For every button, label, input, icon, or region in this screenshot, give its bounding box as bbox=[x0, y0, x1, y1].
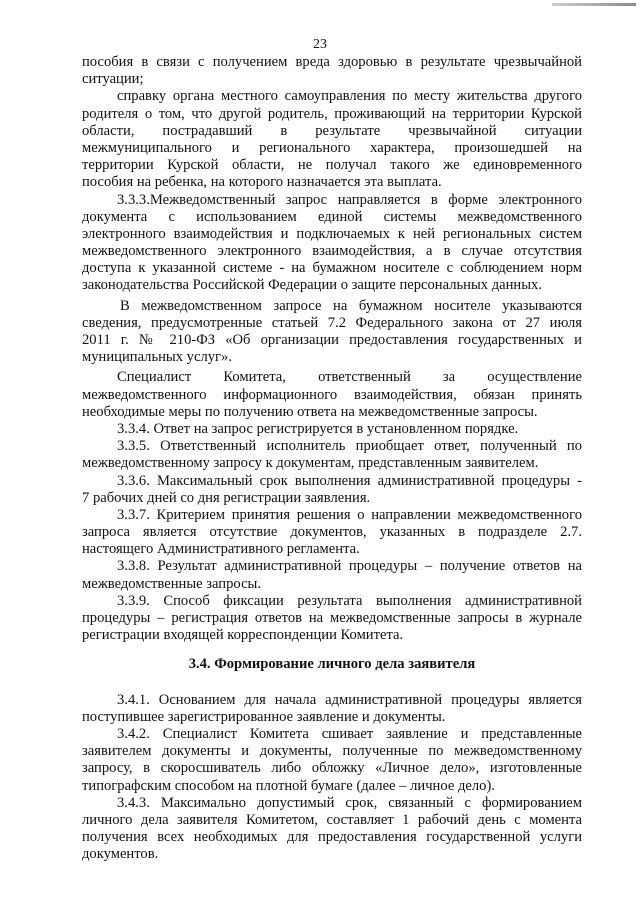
text-line: 2011 г. № 210-ФЗ «Об организации предоставления государственных и bbox=[82, 332, 582, 348]
text-line: поступившее зарегистрированное заявление и документы. bbox=[82, 708, 446, 725]
text-line: справку органа местного самоуправления по месту жительства другого bbox=[117, 88, 582, 105]
text-line: личного дела заявителя Комитетом, составляет 1 рабочий день с момента bbox=[82, 811, 582, 828]
text-line: территории Курской области, не получал такого же единовременного bbox=[82, 157, 582, 174]
text-line: 3.3.6. Максимальный срок выполнения административной процедуры - bbox=[117, 472, 582, 489]
text-line: заявителем документы и документы, полученные по межведомственному bbox=[82, 743, 582, 760]
text-line: 7 рабочих дней со дня регистрации заявления. bbox=[82, 489, 371, 506]
text-line: документов. bbox=[82, 846, 159, 863]
text-line: 3.4.1. Основанием для начала административной процедуры является bbox=[117, 691, 582, 708]
scan-edge-mark bbox=[552, 3, 636, 6]
text-line: области, пострадавший в результате чрезвычайной ситуации bbox=[82, 122, 582, 139]
section-heading: 3.4. Формирование личного дела заявителя bbox=[188, 656, 476, 673]
text-line: муниципальных услуг». bbox=[82, 349, 232, 366]
text-line: 3.3.9. Способ фиксации результата выполнения административной bbox=[117, 592, 582, 609]
text-line: 3.4.3. Максимально допустимый срок, связанный с формированием bbox=[117, 794, 582, 811]
text-line: пособия в связи с получением вреда здоровью в результате чрезвычайной bbox=[82, 54, 582, 70]
text-line: Специалист Комитета, ответственный за осуществление bbox=[117, 369, 582, 386]
text-line: 3.4.2. Специалист Комитета сшивает заявление и представленные bbox=[117, 725, 582, 742]
text-line: межмуниципального и регионального характера, произошедшей на bbox=[82, 139, 582, 156]
text-line: межведомственные запросы. bbox=[82, 575, 262, 592]
text-line: запросу, в скоросшиватель либо обложку «Личное дело», изготовленные bbox=[82, 760, 582, 777]
text-line: настоящего Административного регламента. bbox=[82, 541, 360, 558]
text-line: межведомственного электронного взаимодействия, а в случае отсутствия bbox=[82, 243, 582, 260]
text-line: межведомственного информационного взаимодействия, обязан принять bbox=[82, 386, 582, 403]
text-line: законодательства Российской Федерации о защите персональных данных. bbox=[82, 277, 542, 294]
document-body bbox=[82, 54, 582, 863]
text-line: пособия на ребенка, на которого назначается эта выплата. bbox=[82, 174, 442, 191]
text-line: регистрации входящей корреспонденции Комитета. bbox=[82, 627, 404, 644]
text-line: родителя о том, что другой родитель, проживающий на территории Курской bbox=[82, 105, 582, 122]
text-line: запроса является отсутствие документов, указанных в подразделе 2.7. bbox=[82, 524, 582, 541]
text-line: процедуры – регистрация ответов на межведомственные запросы в журнале bbox=[82, 610, 582, 626]
text-line: получения всех необходимых для предоставления государственной услуги bbox=[82, 829, 582, 846]
text-line: необходимые меры по получению ответа на межведомственные запросы. bbox=[82, 403, 538, 420]
text-line: 3.3.8. Результат административной процедуры – получение ответов на bbox=[117, 558, 582, 575]
text-line: межведомственному запросу к документам, представленным заявителем. bbox=[82, 455, 539, 472]
text-line: типографским способом на плотной бумаге (далее – личное дело). bbox=[82, 777, 495, 794]
text-line: сведения, предусмотренные статьей 7.2 Федерального закона от 27 июля bbox=[82, 314, 582, 331]
text-line: В межведомственном запросе на бумажном носителе указываются bbox=[120, 297, 582, 314]
text-line: электронного взаимодействия и подключаемых к ней региональных систем bbox=[82, 225, 582, 242]
text-line: ситуации; bbox=[82, 71, 144, 88]
page-number: 23 bbox=[313, 37, 327, 52]
text-line: 3.3.3.Межведомственный запрос направляется в форме электронного bbox=[117, 191, 582, 208]
text-line: 3.3.5. Ответственный исполнитель приобщает ответ, полученный по bbox=[117, 438, 582, 455]
text-line: документа с использованием единой системы межведомственного bbox=[82, 208, 582, 225]
text-line: 3.3.7. Критерием принятия решения о направлении межведомственного bbox=[117, 506, 582, 523]
text-line: 3.3.4. Ответ на запрос регистрируется в установленном порядке. bbox=[117, 420, 519, 437]
text-line: доступа к указанной системе - на бумажном носителе с соблюдением норм bbox=[82, 260, 582, 277]
